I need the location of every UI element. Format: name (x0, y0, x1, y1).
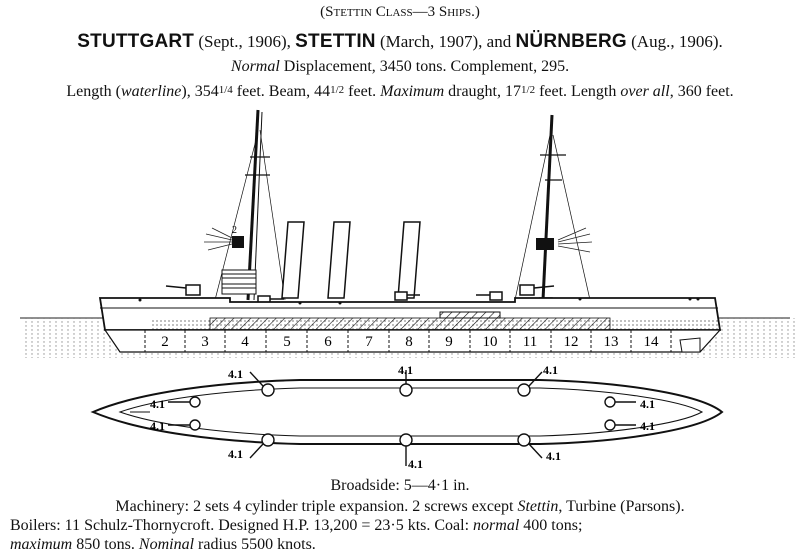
funnels (282, 222, 420, 298)
compartment-label: 9 (445, 334, 453, 350)
compartment-label: 3 (201, 334, 209, 350)
searchlight-rays (204, 228, 592, 252)
gun-label: 4.1 (640, 397, 655, 411)
gun-label: 4.1 (408, 457, 423, 471)
compartment-label: 2 (161, 334, 169, 350)
compartment-label: 11 (522, 334, 538, 350)
gun-label: 4.1 (228, 367, 243, 381)
gun-label: 4.1 (546, 449, 561, 463)
gun-label: 4.1 (228, 447, 243, 461)
funnel-2 (328, 222, 350, 298)
gun-label: 4.1 (150, 419, 165, 433)
compartment-label: 10 (482, 334, 498, 350)
compartment-label: 5 (283, 334, 291, 350)
compartment-label: 8 (405, 334, 413, 350)
gun-label: 4.1 (640, 419, 655, 433)
bridge (222, 270, 256, 294)
broadside-line: Broadside: 5—4·1 in. (330, 477, 470, 494)
searchlight (232, 236, 554, 250)
gun-label: 4.1 (543, 363, 558, 377)
funnel-3 (398, 222, 420, 298)
machinery-line: Machinery: 2 sets 4 cylinder triple expansion. 2 screws except Stettin, Turbine (Parsons). (115, 498, 685, 515)
compartment-label: 12 (563, 334, 579, 350)
gun-label: 4.1 (150, 397, 165, 411)
funnel-1 (282, 222, 304, 298)
ship-names: STUTTGART (Sept., 1906), STETTIN (March, 1907), and NÜRNBERG (Aug., 1906). (77, 31, 723, 52)
ship-name-nurnberg: NÜRNBERG (515, 31, 627, 52)
dimensions-line: Length (waterline), 3541/4 feet. Beam, 441/2 feet. Maximum draught, 171/2 feet. Length over all, 360 feet. (66, 83, 734, 100)
compartment-label: 7 (365, 334, 373, 350)
compartment-label: 6 (324, 334, 332, 350)
gun-label: 4.1 (398, 363, 413, 377)
main-mast (515, 115, 590, 300)
ship-name-stuttgart: STUTTGART (77, 31, 195, 52)
ship-name-stettin: STETTIN (295, 31, 376, 52)
compartment-label: 4 (241, 334, 249, 350)
class-name: Stettin Class (325, 4, 413, 20)
top-label: 2 (232, 225, 237, 236)
displacement-line: Normal Displacement, 3450 tons. Complement, 295. (230, 58, 570, 75)
class-caption: (Stettin Class—3 Ships.) (320, 4, 480, 20)
compartment-label: 14 (643, 334, 659, 350)
maximum-line: maximum 850 tons. Nominal radius 5500 knots. (10, 536, 316, 553)
compartment-label: 13 (603, 334, 619, 350)
boilers-line: Boilers: 11 Schulz-Thornycroft. Designed H.P. 13,200 = 23·5 kts. Coal: normal 400 tons; (10, 517, 583, 534)
